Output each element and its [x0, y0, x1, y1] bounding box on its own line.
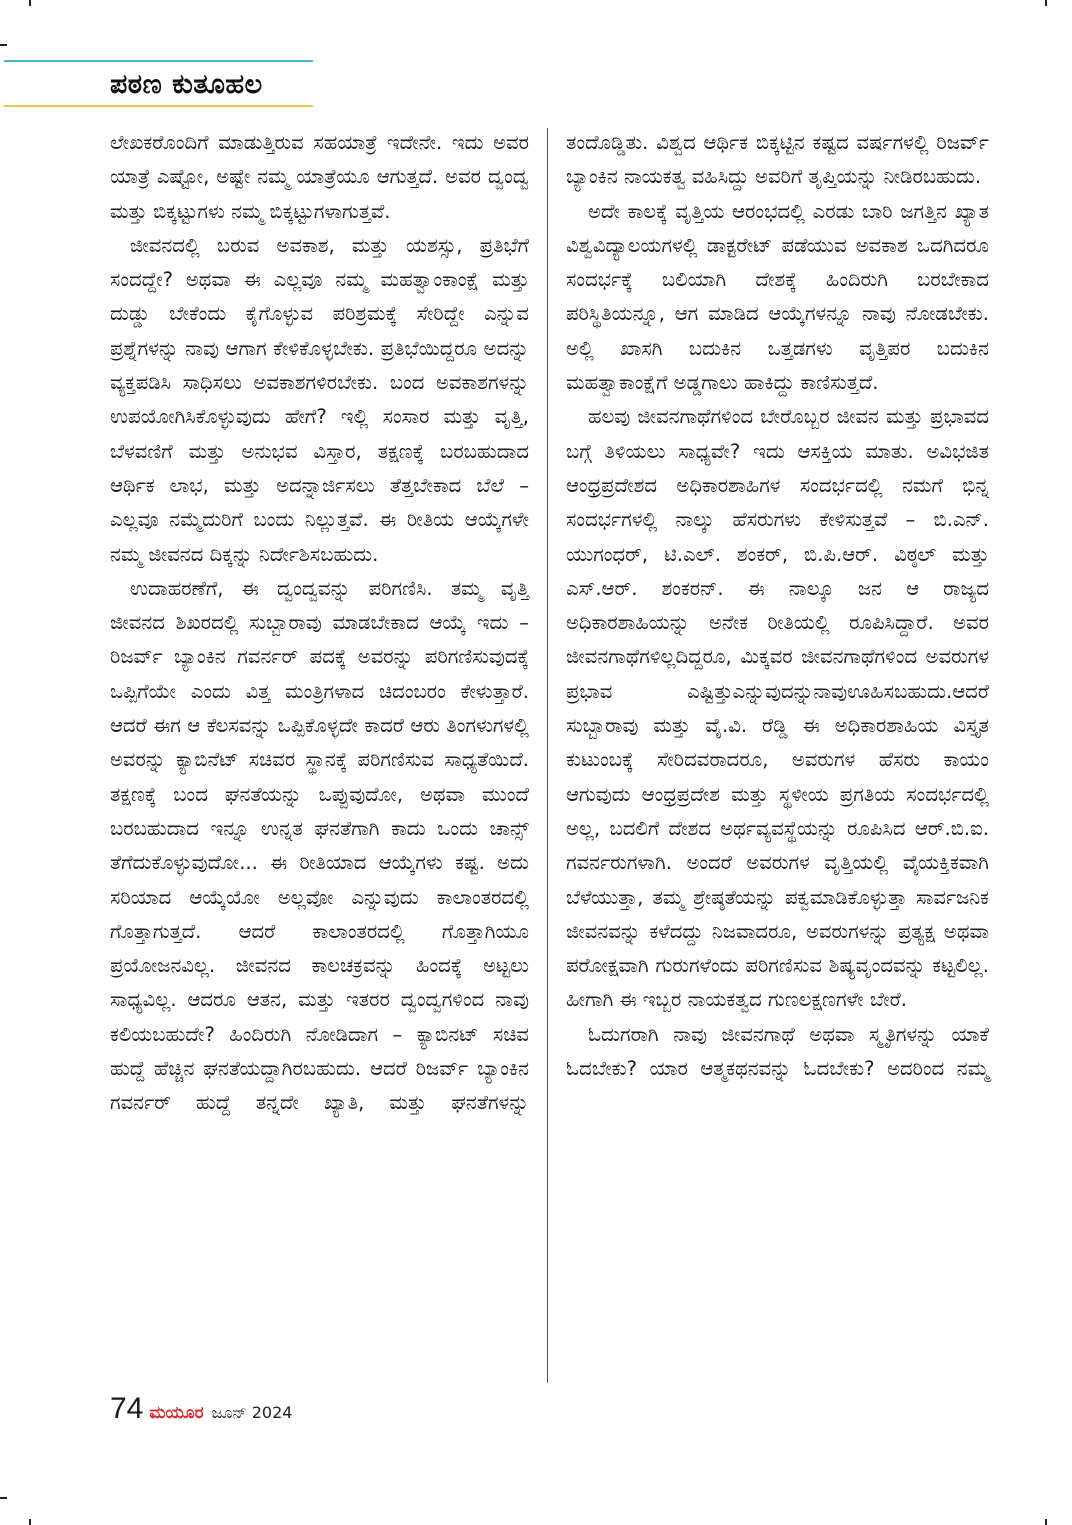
paragraph: ಉದಾಹರಣೆಗೆ, ಈ ದ್ವಂದ್ವವನ್ನು ಪರಿಗಣಿಸಿ. ತಮ್ಮ ವೃತ್ತಿ ಜೀವನದ ಶಿಖರದಲ್ಲಿ ಸುಬ್ಬಾರಾವು ಮಾಡಬೇಕಾದ ಆಯ್ಕೆ ಇದು – ರಿಜರ್ವ್ ಬ್ಯಾಂಕಿನ ಗವರ್ನರ್ ಪದಕ್ಕೆ ಅವರನ್ನು ಪರಿಗಣಿಸುವುದಕ್ಕೆ ಒಪ್ಪಿಗೆಯೇ ಎಂದು ವಿತ್ತ ಮಂತ್ರಿಗಳಾದ ಚಿದಂಬರಂ ಕೇಳುತ್ತಾರೆ. ಆದರೆ ಈಗ ಆ ಕೆಲಸವನ್ನು ಒಪ್ಪಿಕೊಳ್ಳದೇ ಕಾದರೆ ಆರು ತಿಂಗಳುಗಳಲ್ಲಿ ಅವರನ್ನು ಕ್ಯಾಬಿನೆಟ್ ಸಚಿವರ ಸ್ಥಾನಕ್ಕೆ ಪರಿಗಣಿಸುವ ಸಾಧ್ಯತೆಯಿದೆ. ತಕ್ಷಣಕ್ಕೆ ಬಂದ ಘನತೆಯನ್ನು ಒಪ್ಪುವುದೋ, ಅಥವಾ ಮುಂದೆ ಬರಬಹುದಾದ ಇನ್ನೂ ಉನ್ನತ ಘನತೆಗಾಗಿ ಕಾದು ಒಂದು ಚಾನ್ಸ್ ತೆಗೆದುಕೊಳ್ಳುವುದೋ... ಈ ರೀತಿಯಾದ ಆಯ್ಕೆಗಳು ಕಷ್ಟ. ಅದು ಸರಿಯಾದ ಆಯ್ಕೆಯೋ ಅಲ್ಲವೋ ಎನ್ನುವುದು ಕಾಲಾಂತರದಲ್ಲಿ ಗೊತ್ತಾಗುತ್ತದೆ. ಆದರೆ ಕಾಲಾಂತರದಲ್ಲಿ ಗೊತ್ತಾಗಿಯೂ ಪ್ರಯೋಜನವಿಲ್ಲ. ಜೀವನದ ಕಾಲಚಕ್ರವನ್ನು ಹಿಂದಕ್ಕೆ ಅಟ್ಟಲು ಸಾಧ್ಯವಿಲ್ಲ. ಆದರೂ ಆತನ, ಮತ್ತು ಇತರರ ದ್ವಂದ್ವಗಳಿಂದ ನಾವು ಕಲಿಯಬಹುದೇ? ಹಿಂದಿರುಗಿ ನೋಡಿದಾಗ – ಕ್ಯಾಬಿನಟ್ ಸಚಿವ ಹುದ್ದೆ ಹೆಚ್ಚಿನ ಘನತೆಯದ್ದಾಗಿರಬಹುದು. ಆದರೆ ರಿಜರ್ವ್ ಬ್ಯಾಂಕಿನ ಗವರ್ನರ್ ಹುದ್ದೆ ತನ್ನದೇ ಖ್ಯಾತಿ, ಮತ್ತು ಘನತೆಗಳನ್ನು — [110, 576, 529, 1115]
left-column — [110, 126, 529, 1121]
page-number: 74 — [110, 1392, 144, 1425]
issue-date: ಜೂನ್ 2024 — [211, 1403, 293, 1422]
magazine-logo: ಮಯೂರ — [149, 1403, 204, 1423]
section-title: ಪಠಣ ಕುತೂಹಲ — [110, 69, 263, 100]
crop-mark — [0, 1497, 7, 1499]
page-footer — [110, 1392, 292, 1428]
section-rule-top — [4, 60, 313, 62]
paragraph: ಹಲವು ಜೀವನಗಾಥೆಗಳಿಂದ ಬೇರೊಬ್ಬರ ಜೀವನ ಮತ್ತು ಪ್ರಭಾವದ ಬಗ್ಗೆ ತಿಳಿಯಲು ಸಾಧ್ಯವೇ? ಇದು ಆಸಕ್ತಿಯ ಮಾತು. ಅವಿಭಜಿತ ಆಂಧ್ರಪ್ರದೇಶದ ಅಧಿಕಾರಶಾಹಿಗಳ ಸಂದರ್ಭದಲ್ಲಿ ನಮಗೆ ಭಿನ್ನ ಸಂದರ್ಭಗಳಲ್ಲಿ ನಾಲ್ಕು ಹೆಸರುಗಳು ಕೇಳಿಸುತ್ತವೆ – ಬಿ.ಎನ್. ಯುಗಂಧರ್, ಟಿ.ಎಲ್. ಶಂಕರ್, ಬಿ.ಪಿ.ಆರ್. ವಿಠ್ಠಲ್ ಮತ್ತು ಎಸ್.ಆರ್. ಶಂಕರನ್. ಈ ನಾಲ್ಕೂ ಜನ ಆ ರಾಜ್ಯದ ಅಧಿಕಾರಶಾಹಿಯನ್ನು ಅನೇಕ ರೀತಿಯಲ್ಲಿ ರೂಪಿಸಿದ್ದಾರೆ. ಅವರ ಜೀವನಗಾಥೆಗಳಿಲ್ಲದಿದ್ದರೂ, ಮಿಕ್ಕವರ ಜೀವನಗಾಥೆಗಳಿಂದ ಅವರುಗಳ ಪ್ರಭಾವ ಎಷ್ಟಿತ್ತುಎನ್ನುವುದನ್ನುನಾವುಊಹಿಸಬಹುದು.ಆದರೆ ಸುಬ್ಬಾರಾವು ಮತ್ತು ವೈ.ವಿ. ರೆಡ್ಡಿ ಈ ಅಧಿಕಾರಶಾಹಿಯ ವಿಸ್ತೃತ ಕುಟುಂಬಕ್ಕೆ ಸೇರಿದವರಾದರೂ, ಅವರುಗಳ ಹೆಸರು ಕಾಯಂ ಆಗುವುದು ಆಂಧ್ರಪ್ರದೇಶ ಮತ್ತು ಸ್ಥಳೀಯ ಪ್ರಗತಿಯ ಸಂದರ್ಭದಲ್ಲಿ ಅಲ್ಲ, ಬದಲಿಗೆ ದೇಶದ ಅರ್ಥವ್ಯವಸ್ಥೆಯನ್ನು ರೂಪಿಸಿದ ಆರ್.ಬಿ.ಐ. ಗವರ್ನರುಗಳಾಗಿ. ಅಂದರೆ ಅವರುಗಳ ವೃತ್ತಿಯಲ್ಲಿ ವೈಯಕ್ತಿಕವಾಗಿ ಬೆಳೆಯುತ್ತಾ, ತಮ್ಮ ಶ್ರೇಷ್ಠತೆಯನ್ನು ಪಕ್ವಮಾಡಿಕೊಳ್ಳುತ್ತಾ ಸಾರ್ವಜನಿಕ ಜೀವನವನ್ನು ಕಳೆದದ್ದು ನಿಜವಾದರೂ, ಅವರುಗಳನ್ನು ಪ್ರತ್ಯಕ್ಷ ಅಥವಾ ಪರೋಕ್ಷವಾಗಿ ಗುರುಗಳೆಂದು ಪರಿಗಣಿಸುವ ಶಿಷ್ಯವೃಂದವನ್ನು ಕಟ್ಟಲಿಲ್ಲ. ಹೀಗಾಗಿ ಈ ಇಬ್ಬರ ನಾಯಕತ್ವದ ಗುಣಲಕ್ಷಣಗಳೇ ಬೇರೆ. — [566, 405, 989, 1012]
crop-mark — [1045, 1519, 1047, 1525]
paragraph: ತಂದೊಡ್ಡಿತು. ವಿಶ್ವದ ಆರ್ಥಿಕ ಬಿಕ್ಕಟ್ಟಿನ ಕಷ್ಟದ ವರ್ಷಗಳಲ್ಲಿ ರಿಜರ್ವ್ ಬ್ಯಾಂಕಿನ ನಾಯಕತ್ವ ವಹಿಸಿದ್ದು ಅವರಿಗೆ ತೃಪ್ತಿಯನ್ನು ನೀಡಿರಬಹುದು. — [566, 131, 989, 189]
column-divider — [547, 128, 548, 1383]
section-rule-bottom — [4, 105, 313, 107]
paragraph: ಓದುಗರಾಗಿ ನಾವು ಜೀವನಗಾಥೆ ಅಥವಾ ಸ್ಮೃತಿಗಳನ್ನು ಯಾಕೆ ಓದಬೇಕು? ಯಾರ ಆತ್ಮಕಥನವನ್ನು ಓದಬೇಕು? ಅದರಿಂದ ನಮ್ಮ — [566, 1022, 989, 1081]
paragraph: ಜೀವನದಲ್ಲಿ ಬರುವ ಅವಕಾಶ, ಮತ್ತು ಯಶಸ್ಸು, ಪ್ರತಿಭೆಗೆ ಸಂದದ್ದೇ? ಅಥವಾ ಈ ಎಲ್ಲವೂ ನಮ್ಮ ಮಹತ್ವಾಂಕಾಂಕ್ಷೆ ಮತ್ತು ದುಡ್ಡು ಬೇಕೆಂದು ಕೈಗೊಳ್ಳುವ ಪರಿಶ್ರಮಕ್ಕೆ ಸೇರಿದ್ದೇ ಎನ್ನುವ ಪ್ರಶ್ನೆಗಳನ್ನು ನಾವು ಆಗಾಗ ಕೇಳಿಕೊಳ್ಳಬೇಕು. ಪ್ರತಿಭೆಯಿದ್ದರೂ ಅದನ್ನು ವ್ಯಕ್ತಪಡಿಸಿ ಸಾಧಿಸಲು ಅವಕಾಶಗಳಿರಬೇಕು. ಬಂದ ಅವಕಾಶಗಳನ್ನು ಉಪಯೋಗಿಸಿಕೊಳ್ಳುವುದು ಹೇಗೆ? ಇಲ್ಲಿ ಸಂಸಾರ ಮತ್ತು ವೃತ್ತಿ, ಬೆಳವಣಿಗೆ ಮತ್ತು ಅನುಭವ ವಿಸ್ತಾರ, ತಕ್ಷಣಕ್ಕೆ ಬರಬಹುದಾದ ಆರ್ಥಿಕ ಲಾಭ, ಮತ್ತು ಅದನ್ನಾರ್ಜಿಸಲು ತೆತ್ತಬೇಕಾದ ಬೆಲೆ – ಎಲ್ಲವೂ ನಮ್ಮೆದುರಿಗೆ ಬಂದು ನಿಲ್ಲುತ್ತವೆ. ಈ ರೀತಿಯ ಆಯ್ಕೆಗಳೇ ನಮ್ಮ ಜೀವನದ ದಿಕ್ಕನ್ನು ನಿರ್ದೇಶಿಸಬಹುದು. — [110, 233, 529, 566]
right-column — [566, 126, 989, 1086]
paragraph: ಅದೇ ಕಾಲಕ್ಕೆ ವೃತ್ತಿಯ ಆರಂಭದಲ್ಲಿ ಎರಡು ಬಾರಿ ಜಗತ್ತಿನ ಖ್ಯಾತ ವಿಶ್ವವಿದ್ಯಾಲಯಗಳಲ್ಲಿ ಡಾಕ್ಟರೇಟ್ ಪಡೆಯುವ ಅವಕಾಶ ಒದಗಿದರೂ ಸಂದರ್ಭಕ್ಕೆ ಬಲಿಯಾಗಿ ದೇಶಕ್ಕೆ ಹಿಂದಿರುಗಿ ಬರಬೇಕಾದ ಪರಿಸ್ಥಿತಿಯನ್ನೂ, ಆಗ ಮಾಡಿದ ಆಯ್ಕೆಗಳನ್ನೂ ನಾವು ನೋಡಬೇಕು. ಅಲ್ಲಿ ಖಾಸಗಿ ಬದುಕಿನ ಒತ್ತಡಗಳು ವೃತ್ತಿಪರ ಬದುಕಿನ ಮಹತ್ವಾಕಾಂಕ್ಷೆಗೆ ಅಡ್ಡಗಾಲು ಹಾಕಿದ್ದು ಕಾಣಿಸುತ್ತದೆ. — [566, 199, 989, 395]
crop-mark — [1045, 0, 1047, 6]
crop-mark — [29, 0, 31, 6]
crop-mark — [29, 1519, 31, 1525]
paragraph: ಲೇಖಕರೊಂದಿಗೆ ಮಾಡುತ್ತಿರುವ ಸಹಯಾತ್ರೆ ಇದೇನೇ. ಇದು ಅವರ ಯಾತ್ರೆ ಎಷ್ಟೋ, ಅಷ್ಟೇ ನಮ್ಮ ಯಾತ್ರೆಯೂ ಆಗುತ್ತದೆ. ಅವರ ದ್ವಂದ್ವ ಮತ್ತು ಬಿಕ್ಕಟ್ಟುಗಳು ನಮ್ಮ ಬಿಕ್ಕಟ್ಟುಗಳಾಗುತ್ತವೆ. — [110, 131, 529, 223]
crop-mark — [0, 44, 7, 46]
